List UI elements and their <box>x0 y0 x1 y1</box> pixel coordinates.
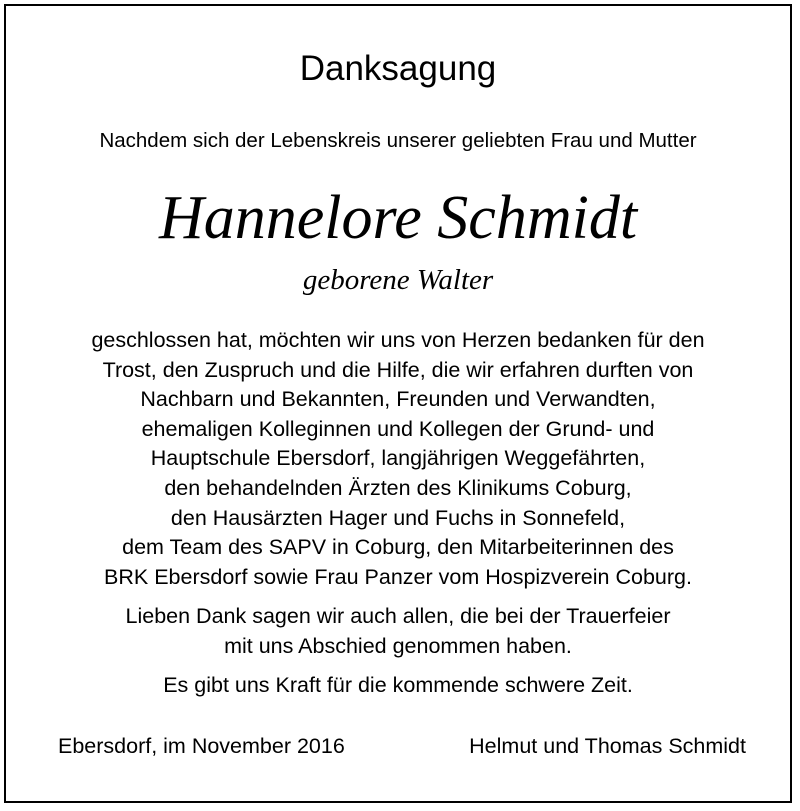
notice-frame <box>4 4 792 803</box>
body-line: ehemaligen Kolleginnen und Kollegen der Grund- und <box>141 416 655 441</box>
intro-text: Nachdem sich der Lebenskreis unserer geliebten Frau und Mutter <box>99 129 697 152</box>
place-date: Ebersdorf, im November 2016 <box>58 734 345 758</box>
farewell-line: Lieben Dank sagen wir auch allen, die bei der Trauerfeier <box>125 604 671 628</box>
body-line: geschlossen hat, möchten wir uns von Herzen bedanken für den <box>91 328 705 352</box>
body-line: Nachbarn und Bekannten, Freunden und Verwandten, <box>140 387 656 412</box>
body-line: den behandelnden Ärzten des Klinikums Coburg, <box>164 475 632 500</box>
maiden-name: geborene Walter <box>302 264 494 296</box>
body-line: den Hausärzten Hager und Fuchs in Sonnefeld, <box>170 505 626 530</box>
body-line: dem Team des SAPV in Coburg, den Mitarbeiterinnen des <box>122 535 674 560</box>
strength-line: Es gibt uns Kraft für die kommende schwere Zeit. <box>163 673 633 697</box>
farewell-line: mit uns Abschied genommen haben. <box>224 633 572 658</box>
thanks-body <box>6 326 790 592</box>
body-line: BRK Ebersdorf sowie Frau Panzer vom Hospizverein Coburg. <box>104 564 692 589</box>
deceased-name: Hannelore Schmidt <box>158 184 638 252</box>
notice-title: Danksagung <box>299 49 497 88</box>
body-line: Hauptschule Ebersdorf, langjährigen Weggefährten, <box>150 446 646 471</box>
signatories: Helmut und Thomas Schmidt <box>469 734 746 758</box>
thanks-farewell <box>6 602 790 661</box>
body-line: Trost, den Zuspruch und die Hilfe, die wir erfahren durften von <box>102 357 694 382</box>
